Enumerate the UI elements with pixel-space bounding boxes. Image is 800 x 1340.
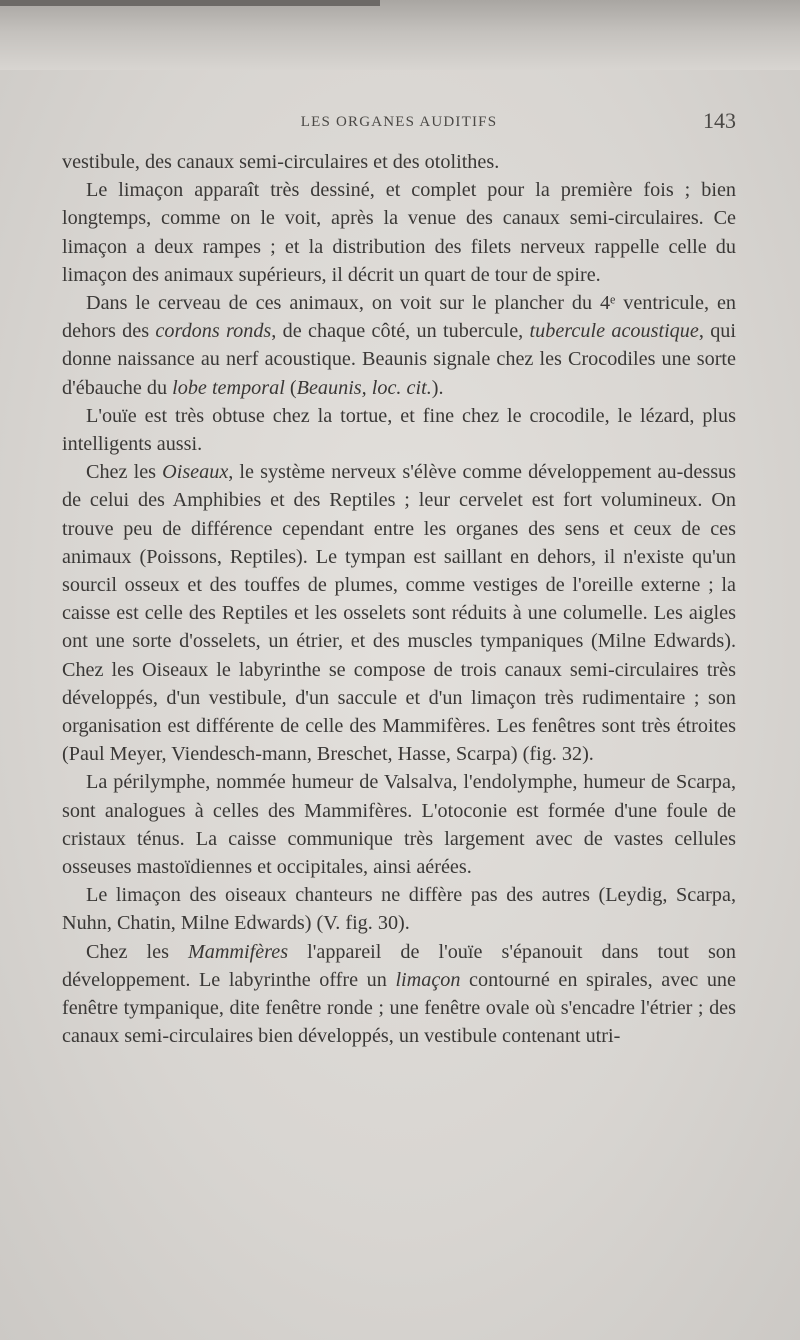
text-run: Chez les xyxy=(86,940,188,963)
italic-text: Oiseaux xyxy=(162,461,229,484)
page-number: 143 xyxy=(703,108,736,133)
italic-text: limaçon xyxy=(395,968,461,991)
paragraph xyxy=(62,148,736,176)
text-run: ( xyxy=(284,376,297,399)
text-run: ). xyxy=(431,376,444,399)
text-run: l'appareil de l'ouïe s'épanouit dans tout son développement. Le labyrinthe offre un xyxy=(62,940,736,991)
body-text xyxy=(62,148,736,1051)
italic-text: tubercule acoustique xyxy=(529,320,699,343)
text-run: Le limaçon des oiseaux chanteurs ne diffère pas des autres (Leydig, Scarpa, Nuhn, Chatin, Milne Edwards) (V. fig. 30). xyxy=(62,884,736,935)
text-run: contourné en spirales, avec une fenêtre tympanique, dite fenêtre ronde ; une fenêtre ovale où s'encadre l'étrier ; des canaux semi-circulaires bien développés, un vestibule contenant utri- xyxy=(62,968,736,1048)
paragraph xyxy=(62,402,736,458)
italic-text: cordons ronds xyxy=(155,320,272,343)
text-run: La périlymphe, nommée humeur de Valsalva, l'endolymphe, humeur de Scarpa, sont analogues à celles des Mammifères. L'otoconie est formée d'une foule de cristaux ténus. La caisse communique très largement avec de vastes cellules osseuses mastoïdiennes et occipitales, ainsi aérées. xyxy=(62,771,736,879)
text-run: L'ouïe est très obtuse chez la tortue, et fine chez le crocodile, le lézard, plus intelligents aussi. xyxy=(62,404,736,456)
text-run: vestibule, des canaux semi-circulaires et des otolithes. xyxy=(62,151,500,173)
text-run: Dans le cerveau de ces animaux, on voit sur le plancher du 4ᵉ ventricule, en dehors des xyxy=(62,292,736,343)
paragraph xyxy=(62,938,736,1051)
italic-text: lobe temporal xyxy=(172,376,285,399)
text-run: , de chaque côté, un tubercule, xyxy=(271,320,530,343)
text-run: Le limaçon apparaît très dessiné, et complet pour la première fois ; bien longtemps, comme on le voit, après la venue des canaux semi-circulaires. Ce limaçon a deux rampes ; et la distribution des filets nerveux rappelle celle du limaçon des animaux supérieurs, il décrit un quart de tour de spire. xyxy=(62,179,736,286)
text-run: , le système nerveux s'élève comme développement au-dessus de celui des Amphibies et des Reptiles ; leur cervelet est fort volumineux. On trouve peu de différence cependant entre les organes des sens et ceux de ces animaux (Poissons, Reptiles). Le tympan est saillant en dehors, il n'existe qu'un sourcil osseux et des touffes de plumes, comme vestiges de l'oreille externe ; la caisse est celle des Reptiles et les osselets sont réduits à une columelle. Les aigles ont une sorte d'osselets, un étrier, et des muscles tympaniques (Milne Edwards). Chez les Oiseaux le labyrinthe se compose de trois canaux semi-circulaires très développés, d'un vestibule, d'un saccule et d'un limaçon très rudimentaire ; son organisation est différente de celle des Mammifères. Les fenêtres sont très étroites (Paul Meyer, Viendesch-mann, Breschet, Hasse, Scarpa) (fig. 32). xyxy=(62,461,737,766)
paragraph xyxy=(62,881,736,937)
paragraph xyxy=(62,768,736,881)
page-header xyxy=(62,110,736,142)
italic-text: Mammifères xyxy=(187,940,289,963)
paragraph xyxy=(62,458,736,768)
running-title: LES ORGANES AUDITIFS xyxy=(300,114,498,130)
text-run: , qui donne naissance au nerf acoustique. Beaunis signale chez les Crocodiles une sorte d'ébauche du xyxy=(62,320,737,399)
paragraph xyxy=(62,176,736,289)
text-run: Chez les xyxy=(86,461,163,484)
scan-edge-line xyxy=(0,0,380,6)
scan-shadow xyxy=(0,0,800,70)
paragraph xyxy=(62,289,736,402)
italic-text: Beaunis, loc. cit. xyxy=(296,376,432,399)
